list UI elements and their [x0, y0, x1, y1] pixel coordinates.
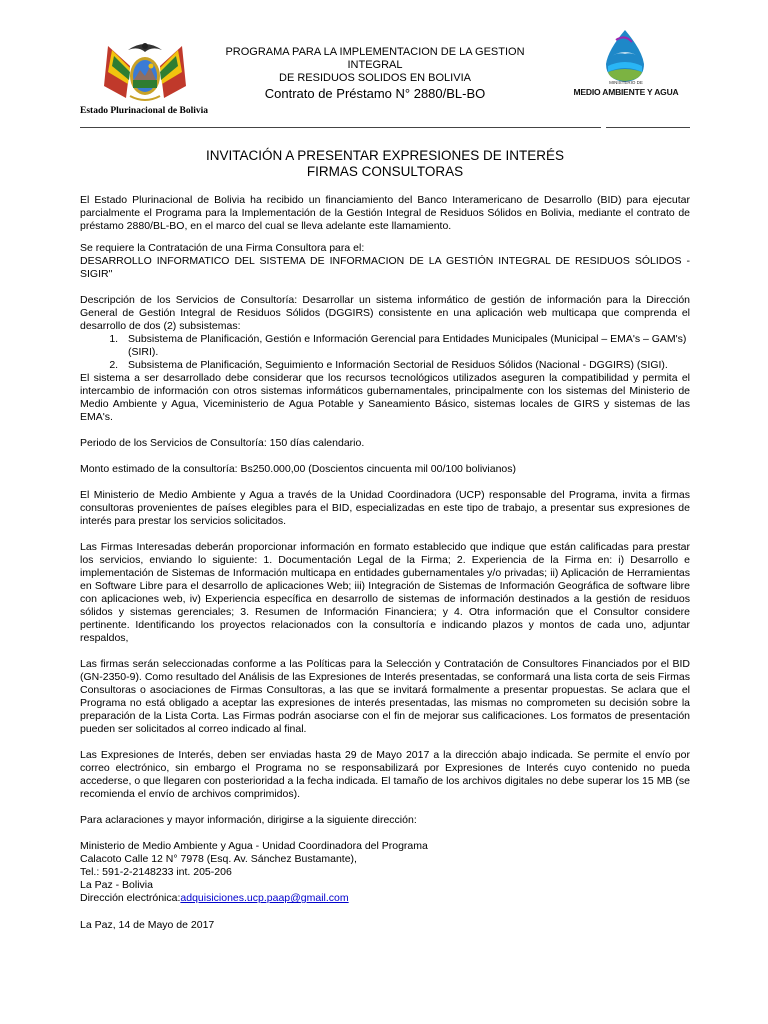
bolivia-coat-of-arms-icon	[100, 36, 190, 106]
requirement-title: DESARROLLO INFORMATICO DEL SISTEMA DE INFORMACION DE LA GESTIÓN INTEGRAL DE RESIDUOS SÓLIDOS - SIGIR"	[80, 255, 690, 280]
program-header	[200, 46, 550, 102]
address-line1: Ministerio de Medio Ambiente y Agua - Unidad Coordinadora del Programa	[80, 840, 428, 852]
invitation-paragraph: El Ministerio de Medio Ambiente y Agua a través de la Unidad Coordinadora (UCP) responsable del Programa, invita a firmas consultoras provenientes de países elegibles para el BID, especializadas en este tipo de trabajo, a presentar sus expresiones de interés para prestar los servicios solicitados.	[80, 489, 690, 527]
email-label: Dirección electrónica:	[80, 892, 181, 904]
contract-number: Contrato de Préstamo N° 2880/BL-BO	[264, 86, 486, 101]
title-line2: FIRMAS CONSULTORAS	[306, 164, 464, 179]
state-name-caption: Estado Plurinacional de Bolivia	[80, 106, 209, 116]
address-email-line	[80, 892, 690, 905]
subsystems-list	[80, 333, 690, 372]
list-item: 2. Subsistema de Planificación, Seguimiento e Información Sectorial de Residuos Sólidos (Nacional - DGGIRS) (SIGI).	[121, 359, 690, 372]
services-description: Descripción de los Servicios de Consultoría: Desarrollar un sistema informático de gestión de información para la Dirección General de Gestión Integral de Residuos Sólidos (DGGIRS) consistente en una aplicación web multicapa que comprenda el desarrollo de dos (2) subsistemas:	[80, 294, 690, 332]
service-period: Periodo de los Servicios de Consultoría: 150 días calendario.	[80, 437, 365, 449]
selection-paragraph: Las firmas serán seleccionadas conforme a las Políticas para la Selección y Contratación de Consultores Financiados por el BID (GN-2350-9). Como resultado del Análisis de las Expresiones de Interés presentadas, se conformará una lista corta de seis Firmas Consultoras o asociaciones de Firmas Consultoras, a las que se invitará formalmente a presentar propuestas. Se aclara que el Programa no está obligado a aceptar las expresiones de interés presentadas, las mismas no comprometen su decisión sobre la preparación de la Lista Corta. Las Firmas podrán asociarse con el fin de mejorar sus calificaciones. Los formatos de presentación pueden ser solicitados al correo indicado al final.	[80, 658, 690, 735]
requirements-paragraph: Las Firmas Interesadas deberán proporcionar información en formato establecido que indique que están calificadas para prestar los servicios, enviando lo siguiente: 1. Documentación Legal de la Firma; 2. Experiencia de la Firma en: i) Desarrollo e implementación de Sistemas de Información multicapa en entidades gubernamentales y/o privadas; ii) Aplicación de Herramientas en Software Libre para el desarrollo de aplicaciones Web; iii) Integración de Sistemas de Información Geográfica de software libre con aplicaciones web, iv) Experiencia específica en desarrollo de sistemas de información destinados a la gestión de residuos sólidos y sistemas gerenciales; 3. Resumen de Información Financiera; y 4. Otra información que el Consultor considere pertinente. Identificando los proyectos relacionados con la consultoría e indicando plazos y montos de cada uno, adjuntar respaldos,	[80, 541, 690, 644]
program-title-line2: DE RESIDUOS SOLIDOS EN BOLIVIA	[279, 72, 471, 84]
contact-address	[80, 840, 690, 932]
header-divider	[80, 127, 601, 128]
program-title-line1: PROGRAMA PARA LA IMPLEMENTACION DE LA GESTION INTEGRAL	[225, 46, 525, 71]
address-city: La Paz - Bolivia	[80, 879, 153, 891]
estimated-amount: Monto estimado de la consultoría: Bs250.000,00 (Doscientos cincuenta mil 00/100 bolivianos)	[80, 463, 517, 475]
email-link[interactable]: adquisiciones.ucp.paap@gmail.com	[180, 892, 349, 904]
document-date: La Paz, 14 de Mayo de 2017	[80, 919, 215, 931]
deadline-paragraph: Las Expresiones de Interés, deben ser enviadas hasta 29 de Mayo 2017 a la dirección abajo indicada. Se permite el envío por correo electrónico, sin embargo el Programa no se responsabilizará por Expresiones de Interés cuyo contenido no pueda accederse, o que llegaren con posterioridad a la fecha indicada. El tamaño de los archivos digitales no debe superar los 15 MB (se recomienda el envío de archivos comprimidos).	[80, 749, 690, 800]
intro-paragraph: El Estado Plurinacional de Bolivia ha recibido un financiamiento del Banco Interamericano de Desarrollo (BID) para ejecutar parcialmente el Programa para la Implementación de la Gestión Integral de Residuos Sólidos en Bolivia, mediante el contrato de préstamo 2880/BL-BO, en el marco del cual se lleva adelante este llamamiento.	[80, 194, 690, 232]
address-line2: Calacoto Calle 12 N° 7978 (Esq. Av. Sánchez Bustamante),	[80, 853, 357, 865]
ministry-name: MEDIO AMBIENTE Y AGUA	[573, 87, 679, 97]
requirement-intro: Se requiere la Contratación de una Firma Consultora para el:	[80, 242, 365, 254]
list-item: 1. Subsistema de Planificación, Gestión e Información Gerencial para Entidades Municipales (Municipal – EMA's – GAM's) (SIRI).	[121, 333, 690, 359]
header-divider-short	[606, 127, 690, 128]
title-line1: INVITACIÓN A PRESENTAR EXPRESIONES DE INTERÉS	[205, 148, 565, 163]
contact-intro: Para aclaraciones y mayor información, dirigirse a la siguiente dirección:	[80, 814, 417, 826]
invitation-title	[80, 148, 690, 180]
compatibility-paragraph: El sistema a ser desarrollado debe considerar que los recursos tecnológicos utilizados aseguren la compatibilidad y permita el intercambio de información con otros sistemas informáticos gubernamentales, principalmente con los sistemas del Ministerio de Medio Ambiente y Agua, Viceministerio de Agua Potable y Saneamiento Básico, sistemas locales de GIRS y sistemas de las EMA's.	[80, 372, 690, 423]
document-body	[80, 194, 690, 932]
ministry-caption-small: MINISTERIO DE	[609, 80, 643, 85]
address-phone: Tel.: 591-2-2148233 int. 205-206	[80, 866, 232, 878]
